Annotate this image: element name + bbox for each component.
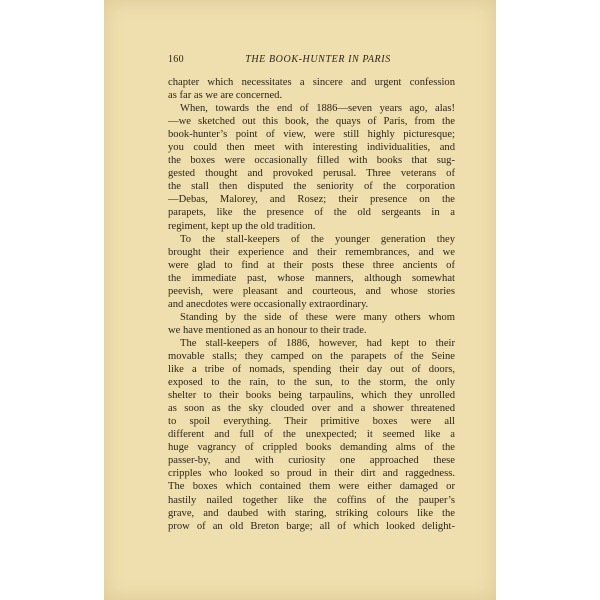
text-line: parapets, like the presence of the old sergeants in a [168,207,455,219]
text-line: The boxes which contained them were either damaged or [168,481,455,493]
text-line: prow of an old Breton barge; all of which looked delight- [168,520,455,532]
body-text [168,76,455,533]
text-line: regiment, kept up the old tradition. [168,220,316,232]
page-header [168,53,458,67]
text-line: movable stalls; they camped on the parapets of the Seine [168,350,455,362]
page-number: 160 [168,54,184,65]
text-line: When, towards the end of 1886—seven years ago, alas! [180,103,455,115]
text-line: grave, and daubed with staring, striking colours like the [168,507,455,519]
text-line: the boxes were occasionally filled with books that sug- [168,155,455,167]
text-line: peevish, were pleasant and courteous, and whose stories [168,285,455,297]
text-line: chapter which necessitates a sincere and urgent confession [168,77,455,88]
text-line: the stall then disputed the seniority of the corporation [168,181,455,193]
text-line: brought their experience and their remembrances, and we [168,246,455,258]
text-line: passer-by, and with curiosity one approached these [168,455,455,467]
text-line: the immediate past, whose manners, although somewhat [168,272,455,284]
text-line: like a tribe of nomads, spending their day out of doors, [168,364,455,376]
book-page [104,0,496,600]
text-line: you could then meet with interesting individualities, and [168,142,455,154]
text-line: book-hunter’s point of view, were still highly picturesque; [168,129,455,141]
text-line: Standing by the side of these were many others whom [180,311,455,323]
text-line: exposed to the rain, to the sun, to the storm, the only [168,377,455,389]
text-line: to spoil everything. Their primitive boxes were all [168,416,455,428]
text-line: gested thought and provoked perusal. Three veterans of [168,168,455,180]
text-line: different and full of the unexpected; it seemed like a [168,429,455,441]
text-line: we have mentioned as an honour to their trade. [168,324,367,336]
text-line: huge vagrancy of crippled books demanding alms of the [168,442,455,454]
text-line: shelter to their books being tarpaulins, which they unrolled [168,390,455,402]
text-line: and anecdotes were occasionally extraordinary. [168,298,369,310]
running-head: THE BOOK-HUNTER IN PARIS [245,54,391,65]
text-line: To the stall-keepers of the younger generation they [180,233,455,245]
text-line: as far as we are concerned. [168,90,283,102]
text-line: were glad to find at their posts these three ancients of [168,259,455,271]
text-line: as soon as the sky clouded over and a shower threatened [168,403,455,415]
text-line: —we sketched out this book, the quays of Paris, from the [168,116,455,128]
text-line: —Debas, Malorey, and Rosez; their presence on the [168,194,455,206]
text-line: hastily nailed together like the coffins of the pauper’s [168,494,455,506]
text-line: cripples who looked so proud in their dirt and raggedness. [168,468,455,480]
text-line: The stall-keepers of 1886, however, had kept to their [180,337,455,349]
